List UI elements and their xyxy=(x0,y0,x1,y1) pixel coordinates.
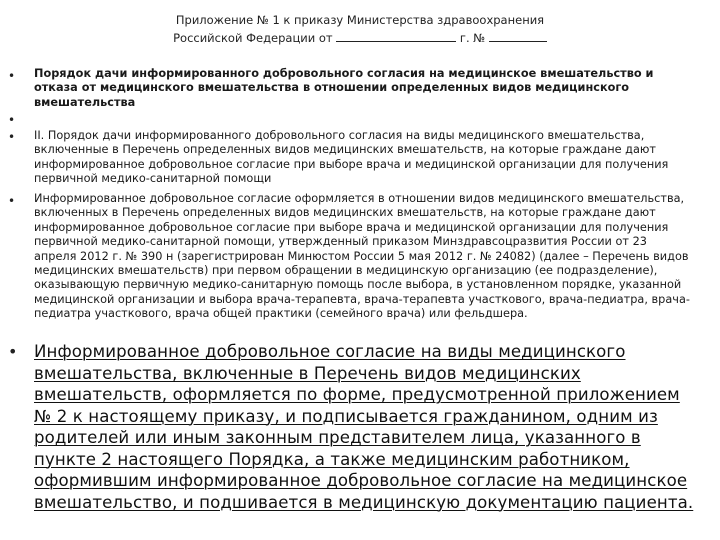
document-header xyxy=(150,11,570,47)
bullet-marker-5: • xyxy=(8,342,18,361)
number-blank xyxy=(489,29,547,42)
bullet-marker-1: • xyxy=(8,69,16,83)
header-line-1: Приложение № 1 к приказу Министерства здравоохранения xyxy=(175,13,545,27)
header-line-2-prefix: Российской Федерации от xyxy=(173,31,333,45)
bullet-marker-2: • xyxy=(8,113,16,127)
header-line-2 xyxy=(150,29,570,47)
paragraph-consent-form: Информированное добровольное согласие на виды медицинского вмешательства, включенные в Перечень видов медицинских вмешательств, оформляется по форме, предусмотренной приложением № 2 к настоящему приказу, и подписывается гражданином, одним из родителей или иным законным представителем лица, указанного в пункте 2 настоящего Порядка, а также медицинским работником, оформившим информированное добровольное согласие на медицинское вмешательство, и подшивается в медицинскую документацию пациента. xyxy=(34,342,694,512)
date-blank xyxy=(336,29,456,42)
paragraph-section-2: II. Порядок дачи информированного добровольного согласия на виды медицинского вмешательства, включенные в Перечень определенных видов медицинских вмешательств, на которые граждане дают информированное добровольное согласие при выборе врача и медицинской организации для получения первичной медико-санитарной помощи xyxy=(34,129,669,186)
header-line-2-mid: г. № xyxy=(459,31,486,45)
paragraph-title: Порядок дачи информированного добровольного согласия на медицинское вмешательство и отказа от медицинского вмешательства в отношении определенных видов медицинского вмешательства xyxy=(34,67,654,109)
bullet-marker-4: • xyxy=(8,194,16,208)
bullet-marker-3: • xyxy=(8,130,16,144)
paragraph-consent-scope: Информированное добровольное согласие оформляется в отношении видов медицинского вмешательства, включенных в Перечень определенных видов медицинских вмешательств, на которые граждане дают информированное добровольное согласие при выборе врача и медицинской организации для получения первичной медико-санитарной помощи, утвержденный приказом Минздравсоцразвития России от 23 апреля 2012 г. № 390 н (зарегистрирован Минюстом России 5 мая 2012 г. № 24082) (далее – Перечень видов медицинских вмешательств) при первом обращении в медицинскую организацию (ее подразделение), оказывающую первичную медико-санитарную помощь после выбора, в установленном порядке, указанной медицинской организации и выбора врача-терапевта, врача-терапевта участкового, врача-педиатра, врача-педиатра участкового, врача общей практики (семейного врача) или фельдшера. xyxy=(34,192,690,321)
